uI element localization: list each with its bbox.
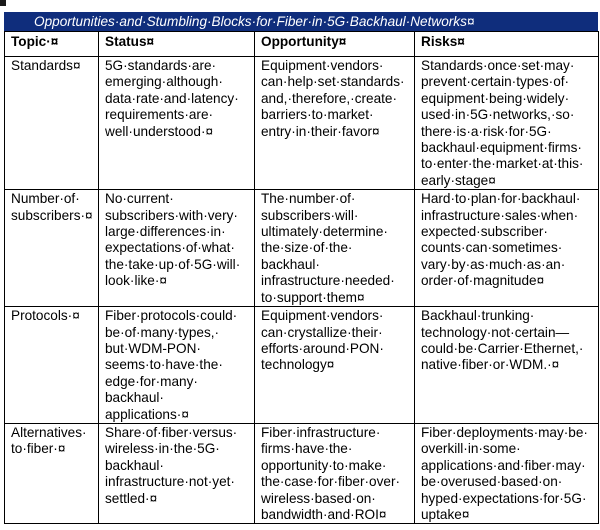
column-header-status: Status¤ [99, 32, 255, 57]
table-title: Opportunities·and·Stumbling·Blocks·for·Fiber·in·5G·Backhaul·Networks¤ [4, 12, 598, 31]
cell-opportunity: Fiber·infrastructure· firms·have·the· opportunity·to·make· the·case·for·fiber·over· wireless·based·on· bandwidth·and·ROI¤ [255, 423, 415, 523]
cell-topic: Number·of· subscribers·¤ [5, 190, 99, 307]
table-header-row [5, 32, 599, 57]
cell-status: Share·of·fiber·versus· wireless·in·the·5G· backhaul· infrastructure·not·yet· settled·¤ [99, 423, 255, 523]
cell-opportunity: Equipment·vendors· can·help·set·standards· and,·therefore,·create· barriers·to·market· entry·in·their·favor¤ [255, 57, 415, 190]
table-row-number-of-subscribers [5, 190, 599, 307]
cell-topic: Protocols·¤ [5, 307, 99, 424]
table-row-standards [5, 57, 599, 190]
opportunities-table [4, 31, 599, 524]
cell-status: 5G·standards·are· emerging·although· data·rate·and·latency· requirements·are· well·understood·¤ [99, 57, 255, 190]
table-row-protocols [5, 307, 599, 424]
cell-risks: Hard·to·plan·for·backhaul· infrastructure·sales·when· expected·subscriber· counts·can·sometimes· vary·by·as·much·as·an· order·of·magnitude¤ [415, 190, 599, 307]
column-header-topic: Topic·¤ [5, 32, 99, 57]
cell-risks: Backhaul·trunking· technology·not·certain— could·be·Carrier·Ethernet,· native·fiber·or·WDM.·¤ [415, 307, 599, 424]
paragraph-anchor-marker [0, 0, 6, 6]
cell-status: Fiber·protocols·could· be·of·many·types,· but·WDM-PON· seems·to·have·the· edge·for·many· backhaul· applications·¤ [99, 307, 255, 424]
cell-topic: Standards¤ [5, 57, 99, 190]
cell-status: No·current· subscribers·with·very· large·differences·in· expectations·of·what· the·take·up·of·5G·will· look·like·¤ [99, 190, 255, 307]
cell-opportunity: Equipment·vendors· can·crystallize·their· efforts·around·PON· technology¤ [255, 307, 415, 424]
column-header-opportunity: Opportunity¤ [255, 32, 415, 57]
cell-opportunity: The·number·of· subscribers·will· ultimately·determine· the·size·of·the· backhaul· infrastructure·needed· to·support·them¤ [255, 190, 415, 307]
column-header-risks: Risks¤ [415, 32, 599, 57]
cell-topic: Alternatives· to·fiber·¤ [5, 423, 99, 523]
table-row-alternatives-to-fiber [5, 423, 599, 523]
cell-risks: Standards·once·set·may· prevent·certain·types·of· equipment·being·widely· used·in·5G·networks,·so· there·is·a·risk·for·5G· backhaul·equipment·firms· to·enter·the·market·at·this· early·stage¤ [415, 57, 599, 190]
cell-risks: Fiber·deployments·may·be· overkill·in·some· applications·and·fiber·may· be·overused·based·on· hyped·expectations·for·5G· uptake¤ [415, 423, 599, 523]
